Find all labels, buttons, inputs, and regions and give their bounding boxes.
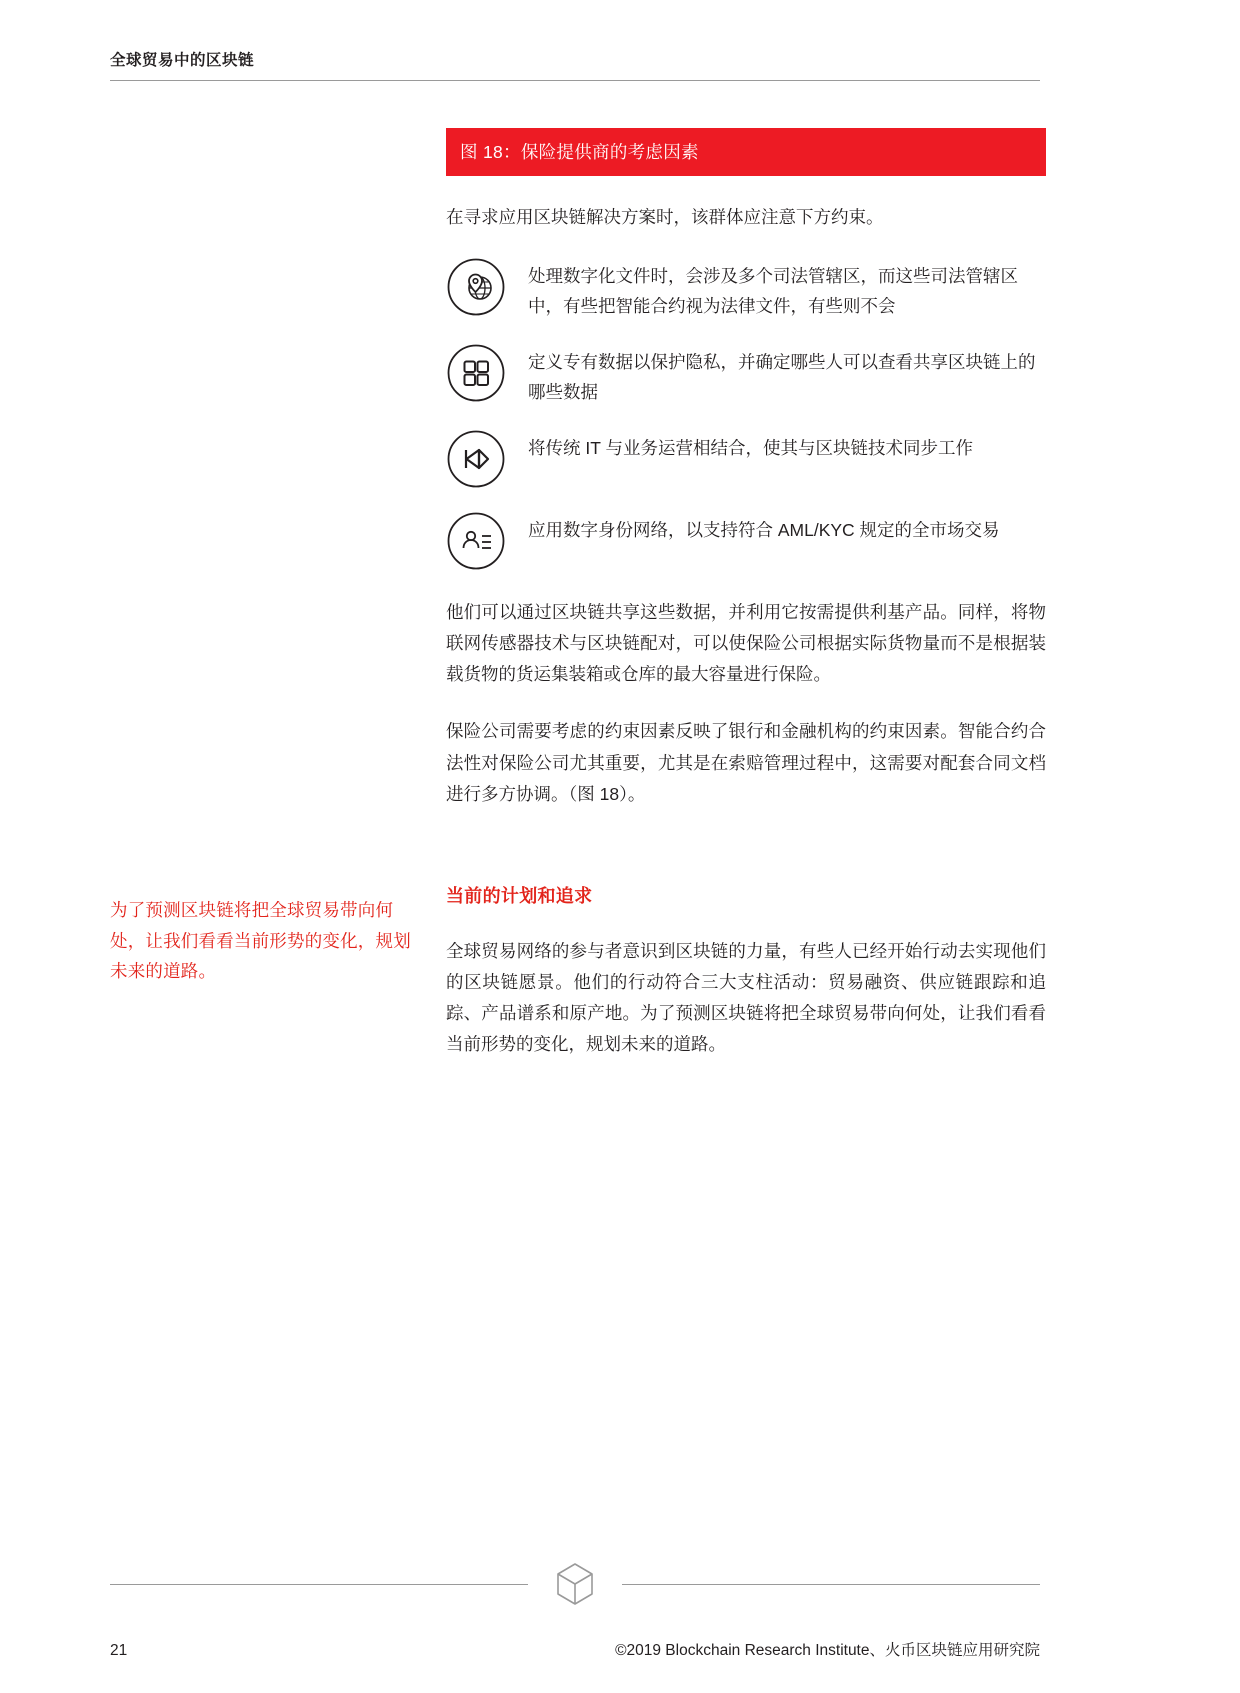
page-header xyxy=(110,48,1040,81)
list-item-label: 应用数字身份网络，以支持符合 AML/KYC 规定的全市场交易 xyxy=(528,520,1000,540)
rewind-sync-icon xyxy=(446,429,506,489)
body-paragraph-2: 保险公司需要考虑的约束因素反映了银行和金融机构的约束因素。智能合约合法性对保险公司尤其重要，尤其是在索赔管理过程中，这需要对配套合同文档进行多方协调。（图 18）。 xyxy=(446,721,1046,804)
page-number: 21 xyxy=(110,1642,128,1659)
considerations-list xyxy=(446,255,1046,571)
list-item xyxy=(446,509,1046,571)
figure-intro-text: 在寻求应用区块链解决方案时，该群体应注意下方约束。 xyxy=(446,207,884,227)
globe-pin-icon xyxy=(446,257,506,317)
footer-divider-right xyxy=(622,1584,1040,1585)
grid-blocks-icon xyxy=(446,343,506,403)
body-paragraph-3: 全球贸易网络的参与者意识到区块链的力量，有些人已经开始行动去实现他们的区块链愿景。他们的行动符合三大支柱活动：贸易融资、供应链跟踪和追踪、产品谱系和原产地。为了预测区块链将把全球贸易带向何处，让我们看看当前形势的变化，规划未来的道路。 xyxy=(446,940,1046,1055)
list-item xyxy=(446,255,1046,321)
page-footer xyxy=(110,1556,1040,1660)
body-paragraph-1: 他们可以通过区块链共享这些数据，并利用它按需提供利基产品。同样，将物联网传感器技术与区块链配对，可以使保险公司根据实际货物量而不是根据装载货物的货运集装箱或仓库的最大容量进行保险。 xyxy=(446,602,1046,685)
copyright-text: ©2019 Blockchain Research Institute、火币区块链应用研究院 xyxy=(615,1642,1040,1659)
identity-profile-icon xyxy=(446,511,506,571)
list-item-label: 处理数字化文件时，会涉及多个司法管辖区，而这些司法管辖区中，有些把智能合约视为法律文件，有些则不会 xyxy=(528,265,1018,316)
header-title: 全球贸易中的区块链 xyxy=(110,52,255,69)
pull-quote: 为了预测区块链将把全球贸易带向何处，让我们看看当前形势的变化，规划未来的道路。 xyxy=(110,900,411,982)
section-heading: 当前的计划和追求 xyxy=(446,885,593,906)
main-column xyxy=(446,128,1046,1060)
left-column xyxy=(110,895,420,987)
figure-caption-bar: 图 18：保险提供商的考虑因素 xyxy=(446,128,1046,176)
list-item xyxy=(446,341,1046,407)
list-item-label: 定义专有数据以保护隐私，并确定哪些人可以查看共享区块链上的哪些数据 xyxy=(528,351,1036,402)
footer-divider-left xyxy=(110,1584,528,1585)
footer-content-row xyxy=(110,1638,1040,1660)
cube-logo-icon xyxy=(544,1556,606,1612)
footer-divider-row xyxy=(110,1556,1040,1612)
list-item xyxy=(446,427,1046,489)
list-item-label: 将传统 IT 与业务运营相结合，使其与区块链技术同步工作 xyxy=(528,438,973,458)
header-divider xyxy=(110,80,1040,81)
